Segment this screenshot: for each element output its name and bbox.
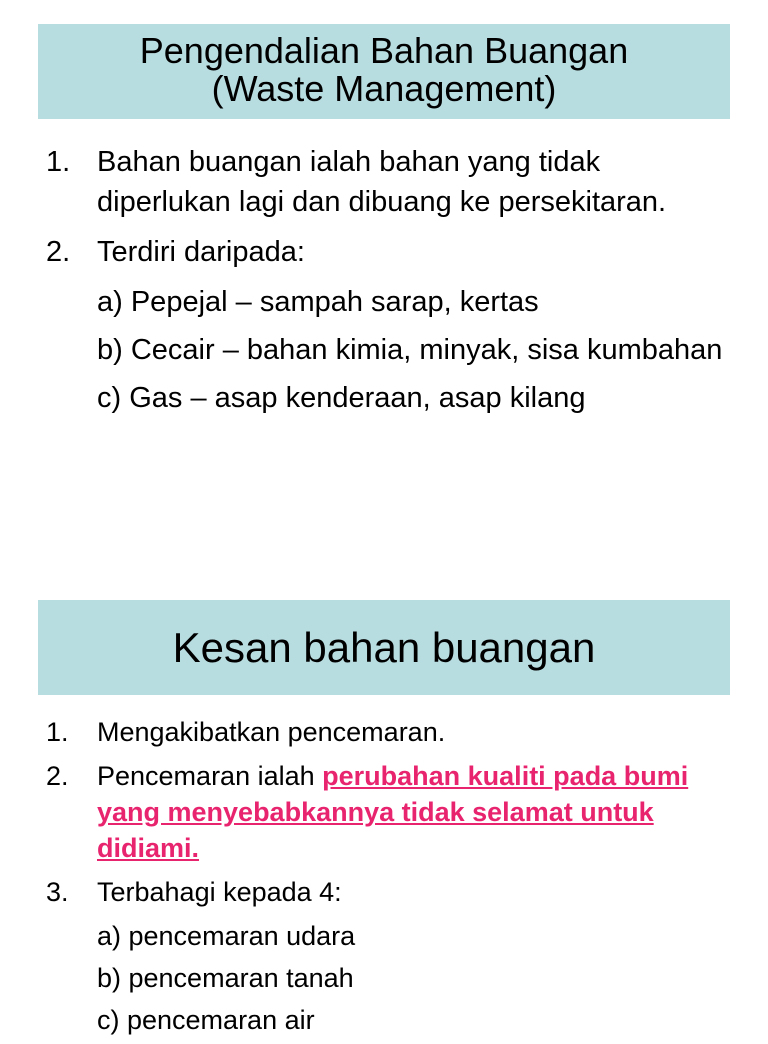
section2-item-2 <box>0 758 768 866</box>
section1-title-line2: (Waste Management) <box>211 68 557 109</box>
pollution-definition-highlight: perubahan kualiti pada bumi yang menyebabkannya tidak selamat untuk didiami. <box>97 761 689 863</box>
section2-subitem-c: c) pencemaran air <box>97 1005 315 1035</box>
section1-item-1 <box>0 142 768 222</box>
list-item-text: Bahan buangan ialah bahan yang tidak diperlukan lagi dan dibuang ke persekitaran. <box>97 146 667 218</box>
list-number: 1. <box>46 717 69 747</box>
list-number: 3. <box>46 877 69 907</box>
list-item-text: Terdiri daripada: <box>97 236 305 268</box>
section2-list <box>0 714 768 1044</box>
section1-subitem-b: b) Cecair – bahan kimia, minyak, sisa kumbahan <box>97 334 723 366</box>
section1-list <box>0 142 768 426</box>
section2-subitem-b: b) pencemaran tanah <box>97 963 354 993</box>
section2-title-bar <box>38 600 730 695</box>
list-number: 2. <box>46 236 71 268</box>
section2-item-3 <box>0 874 768 910</box>
list-number: 2. <box>46 761 69 791</box>
list-item-text: Mengakibatkan pencemaran. <box>97 717 446 747</box>
section1-subitem-c: c) Gas – asap kenderaan, asap kilang <box>97 382 586 414</box>
section1-item-2 <box>0 232 768 272</box>
section1-title-bar <box>38 24 730 119</box>
section2-item-1 <box>0 714 768 750</box>
section2-title: Kesan bahan buangan <box>172 624 596 671</box>
list-item-text: Pencemaran ialah <box>97 761 323 791</box>
section1-subitem-a: a) Pepejal – sampah sarap, kertas <box>97 286 539 318</box>
section1-title-line1: Pengendalian Bahan Buangan <box>139 30 629 71</box>
list-number: 1. <box>46 146 71 178</box>
section2-subitem-a: a) pencemaran udara <box>97 921 356 951</box>
list-item-text: Terbahagi kepada 4: <box>97 877 342 907</box>
